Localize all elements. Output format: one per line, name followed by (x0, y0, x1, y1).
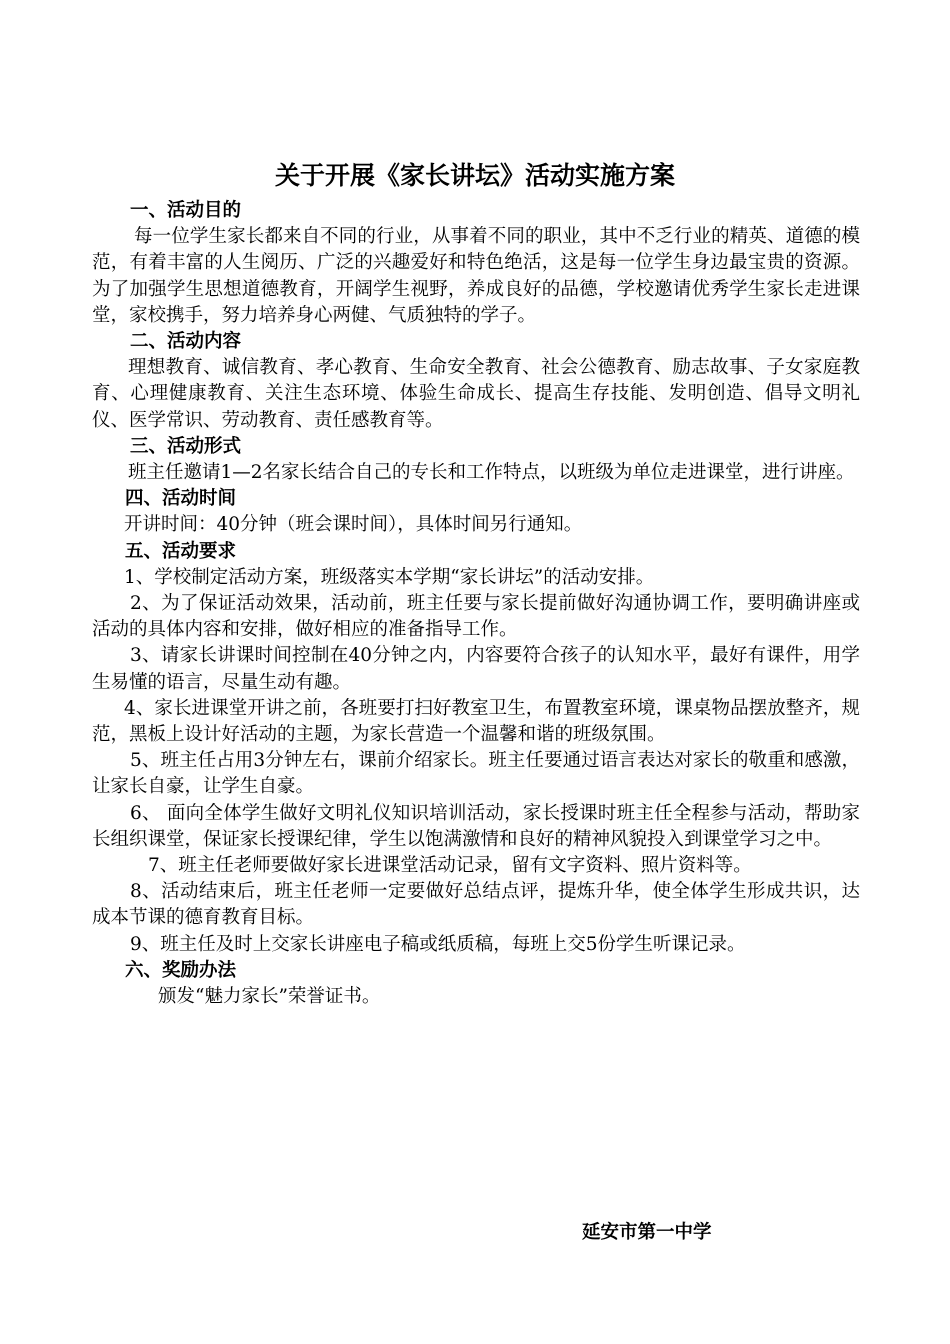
paragraph-purpose: 每一位学生家长都来自不同的行业，从事着不同的职业，其中不乏行业的精英、道德的模范，有着丰富的人生阅历、广泛的兴趣爱好和特色绝活，这是每一位学生身边最宝贵的资源。为了加强学生思想道德教育，开阔学生视野，养成良好的品德，学校邀请优秀学生家长走进课堂，家校携手，努力培养身心两健、气质独特的学子。 (92, 226, 860, 326)
requirement-item-9: 9、班主任及时上交家长讲座电子稿或纸质稿，每班上交5份学生听课记录。 (130, 933, 746, 955)
signature-school-name: 延安市第一中学 (582, 1222, 712, 1243)
paragraph-time: 开讲时间：40分钟（班会课时间），具体时间另行通知。 (124, 514, 583, 536)
requirement-item-2: 2、为了保证活动效果，活动前，班主任要与家长提前做好沟通协调工作，要明确讲座或活动的具体内容和安排，做好相应的准备指导工作。 (92, 593, 860, 641)
requirement-item-6: 6、 面向全体学生做好文明礼仪知识培训活动，家长授课时班主任全程参与活动，帮助家长组织课堂，保证家长授课纪律，学生以饱满激情和良好的精神风貌投入到课堂学习之中。 (92, 802, 860, 850)
section-heading-time: 四、活动时间 (125, 488, 237, 510)
document-title: 关于开展《家长讲坛》活动实施方案 (274, 161, 675, 190)
section-heading-purpose: 一、活动目的 (130, 200, 242, 221)
requirement-item-1: 1、学校制定活动方案，班级落实本学期“家长讲坛”的活动安排。 (124, 566, 655, 588)
section-heading-content: 二、活动内容 (130, 331, 242, 353)
section-heading-requirements: 五、活动要求 (125, 540, 237, 562)
section-heading-rewards: 六、奖励办法 (125, 959, 237, 981)
section-heading-format: 三、活动形式 (130, 435, 242, 457)
paragraph-rewards: 颁发“魅力家长”荣誉证书。 (158, 986, 381, 1008)
requirement-item-5: 5、班主任占用3分钟左右，课前介绍家长。班主任要通过语言表达对家长的敬重和感激，让家长自豪，让学生自豪。 (92, 750, 860, 798)
requirement-item-7: 7、班主任老师要做好家长进课堂活动记录，留有文字资料、照片资料等。 (148, 855, 752, 877)
requirement-item-3: 3、请家长讲课时间控制在40分钟之内，内容要符合孩子的认知水平，最好有课件，用学生易懂的语言，尽量生动有趣。 (92, 645, 860, 693)
paragraph-content: 理想教育、诚信教育、孝心教育、生命安全教育、社会公德教育、励志故事、子女家庭教育、心理健康教育、关注生态环境、体验生命成长、提高生存技能、发明创造、倡导文明礼仪、医学常识、劳动教育、责任感教育等。 (92, 357, 860, 431)
document-body (92, 198, 860, 1010)
requirement-item-4: 4、家长进课堂开讲之前，各班要打扫好教室卫生，布置教室环境，课桌物品摆放整齐，规范，黑板上设计好活动的主题，为家长营造一个温馨和谐的班级氛围。 (92, 697, 860, 746)
requirement-item-8: 8、活动结束后，班主任老师一定要做好总结点评，提炼升华，使全体学生形成共识，达成本节课的德育教育目标。 (92, 881, 860, 929)
paragraph-format: 班主任邀请1—2名家长结合自己的专长和工作特点，以班级为单位走进课堂，进行讲座。 (128, 462, 855, 484)
